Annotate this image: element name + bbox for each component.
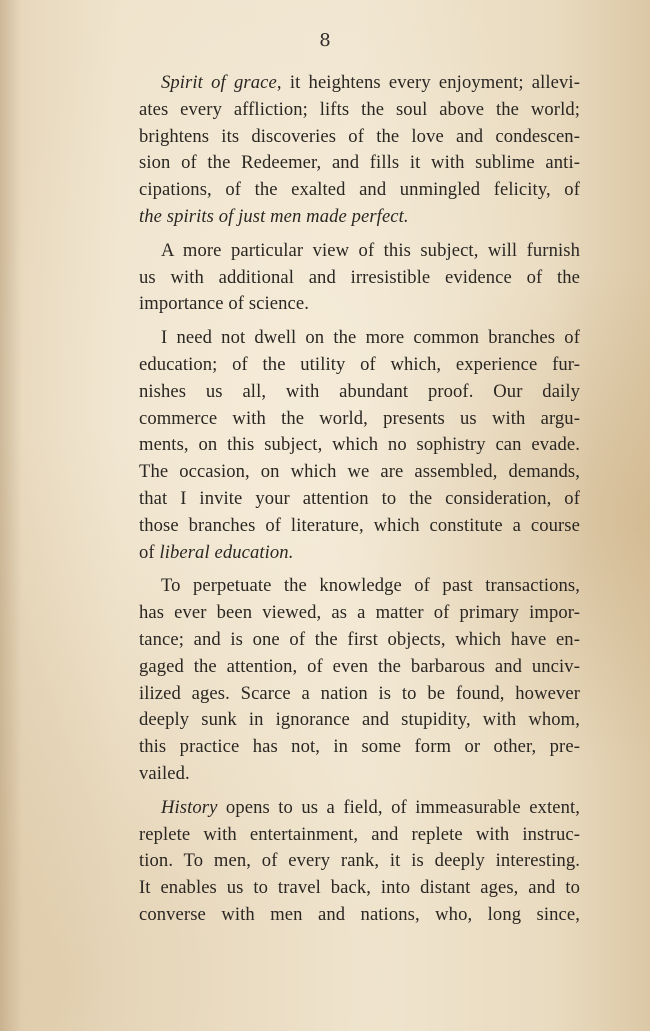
text-run: those branches of literature, which constitute a course	[139, 514, 580, 536]
text-run: opens to us a field, of immeasurable extent,	[217, 796, 580, 818]
text-line	[139, 540, 580, 567]
text-run: To perpetuate the knowledge of past transactions,	[161, 575, 580, 597]
text-run: I need not dwell on the more common branches of	[161, 327, 580, 349]
text-line	[139, 459, 580, 486]
text-line	[139, 177, 580, 204]
text-line	[139, 406, 580, 433]
text-line	[139, 379, 580, 406]
text-line	[139, 291, 580, 318]
text-line	[139, 654, 580, 681]
text-run: It enables us to travel back, into distant ages, and to	[139, 877, 580, 899]
text-run: that I invite your attention to the consideration, of	[139, 487, 580, 509]
paragraph	[139, 573, 580, 787]
text-run: us with additional and irresistible evidence of the	[139, 266, 580, 288]
text-line	[139, 124, 580, 151]
text-line	[139, 795, 580, 822]
text-run: cipations, of the exalted and unmingled felicity, of	[139, 179, 580, 201]
text-line	[139, 627, 580, 654]
text-run: brightens its discoveries of the love and condescen-	[139, 125, 580, 147]
paragraph	[139, 70, 580, 231]
italic-text: Spirit of grace	[161, 72, 277, 93]
paragraph	[139, 795, 580, 929]
text-run: deeply sunk in ignorance and stupidity, with whom,	[139, 709, 580, 731]
text-run: sion of the Redeemer, and fills it with sublime anti-	[139, 152, 580, 174]
paragraph	[139, 238, 580, 318]
text-line	[139, 681, 580, 708]
text-line	[139, 573, 580, 600]
text-run: ments, on this subject, which no sophistry can evade.	[139, 434, 580, 456]
text-line	[139, 352, 580, 379]
page-number: 8	[319, 30, 331, 51]
text-run: importance of science.	[139, 293, 309, 315]
text-run: gaged the attention, of even the barbarous and unciv-	[139, 655, 580, 677]
text-line	[139, 707, 580, 734]
text-line	[139, 734, 580, 761]
text-line	[139, 848, 580, 875]
text-run: ates every affliction; lifts the soul above the world;	[139, 98, 580, 120]
text-run: this practice has not, in some form or other, pre-	[139, 736, 580, 758]
text-line	[139, 70, 580, 97]
text-run: tance; and is one of the first objects, which have en-	[139, 628, 580, 650]
text-line	[139, 238, 580, 265]
text-run: The occasion, on which we are assembled, demands,	[139, 461, 580, 483]
text-run: A more particular view of this subject, will furnish	[161, 239, 580, 261]
italic-text: History	[161, 796, 218, 818]
paragraph	[139, 325, 580, 566]
italic-text: liberal education.	[159, 541, 294, 563]
text-run: , it heightens every enjoyment; allevi-	[276, 72, 580, 93]
text-line	[139, 150, 580, 177]
text-run: ilized ages. Scarce a nation is to be found, however	[139, 682, 580, 704]
text-run: of	[139, 541, 160, 563]
text-line	[139, 875, 580, 902]
text-run: has ever been viewed, as a matter of primary impor-	[139, 602, 580, 624]
text-line	[139, 265, 580, 292]
text-run: education; of the utility of which, experience fur-	[139, 353, 580, 375]
text-line	[139, 325, 580, 352]
text-line	[139, 97, 580, 124]
text-run: vailed.	[139, 762, 190, 784]
text-run: commerce with the world, presents us with argu-	[139, 407, 580, 429]
text-line	[139, 432, 580, 459]
text-line	[139, 513, 580, 540]
text-run: replete with entertainment, and replete with instruc-	[139, 823, 580, 845]
text-line	[139, 486, 580, 513]
text-run: converse with men and nations, who, long since,	[139, 903, 580, 925]
italic-text: the spirits of just men made perfect.	[139, 205, 409, 227]
text-line	[139, 761, 580, 788]
binding-shadow	[0, 0, 22, 1031]
text-run: tion. To men, of every rank, it is deeply interesting.	[139, 850, 580, 872]
text-line	[139, 902, 580, 929]
body-text	[139, 70, 580, 936]
text-run: nishes us all, with abundant proof. Our daily	[139, 380, 580, 402]
text-line	[139, 600, 580, 627]
text-line	[139, 822, 580, 849]
text-line	[139, 204, 580, 231]
